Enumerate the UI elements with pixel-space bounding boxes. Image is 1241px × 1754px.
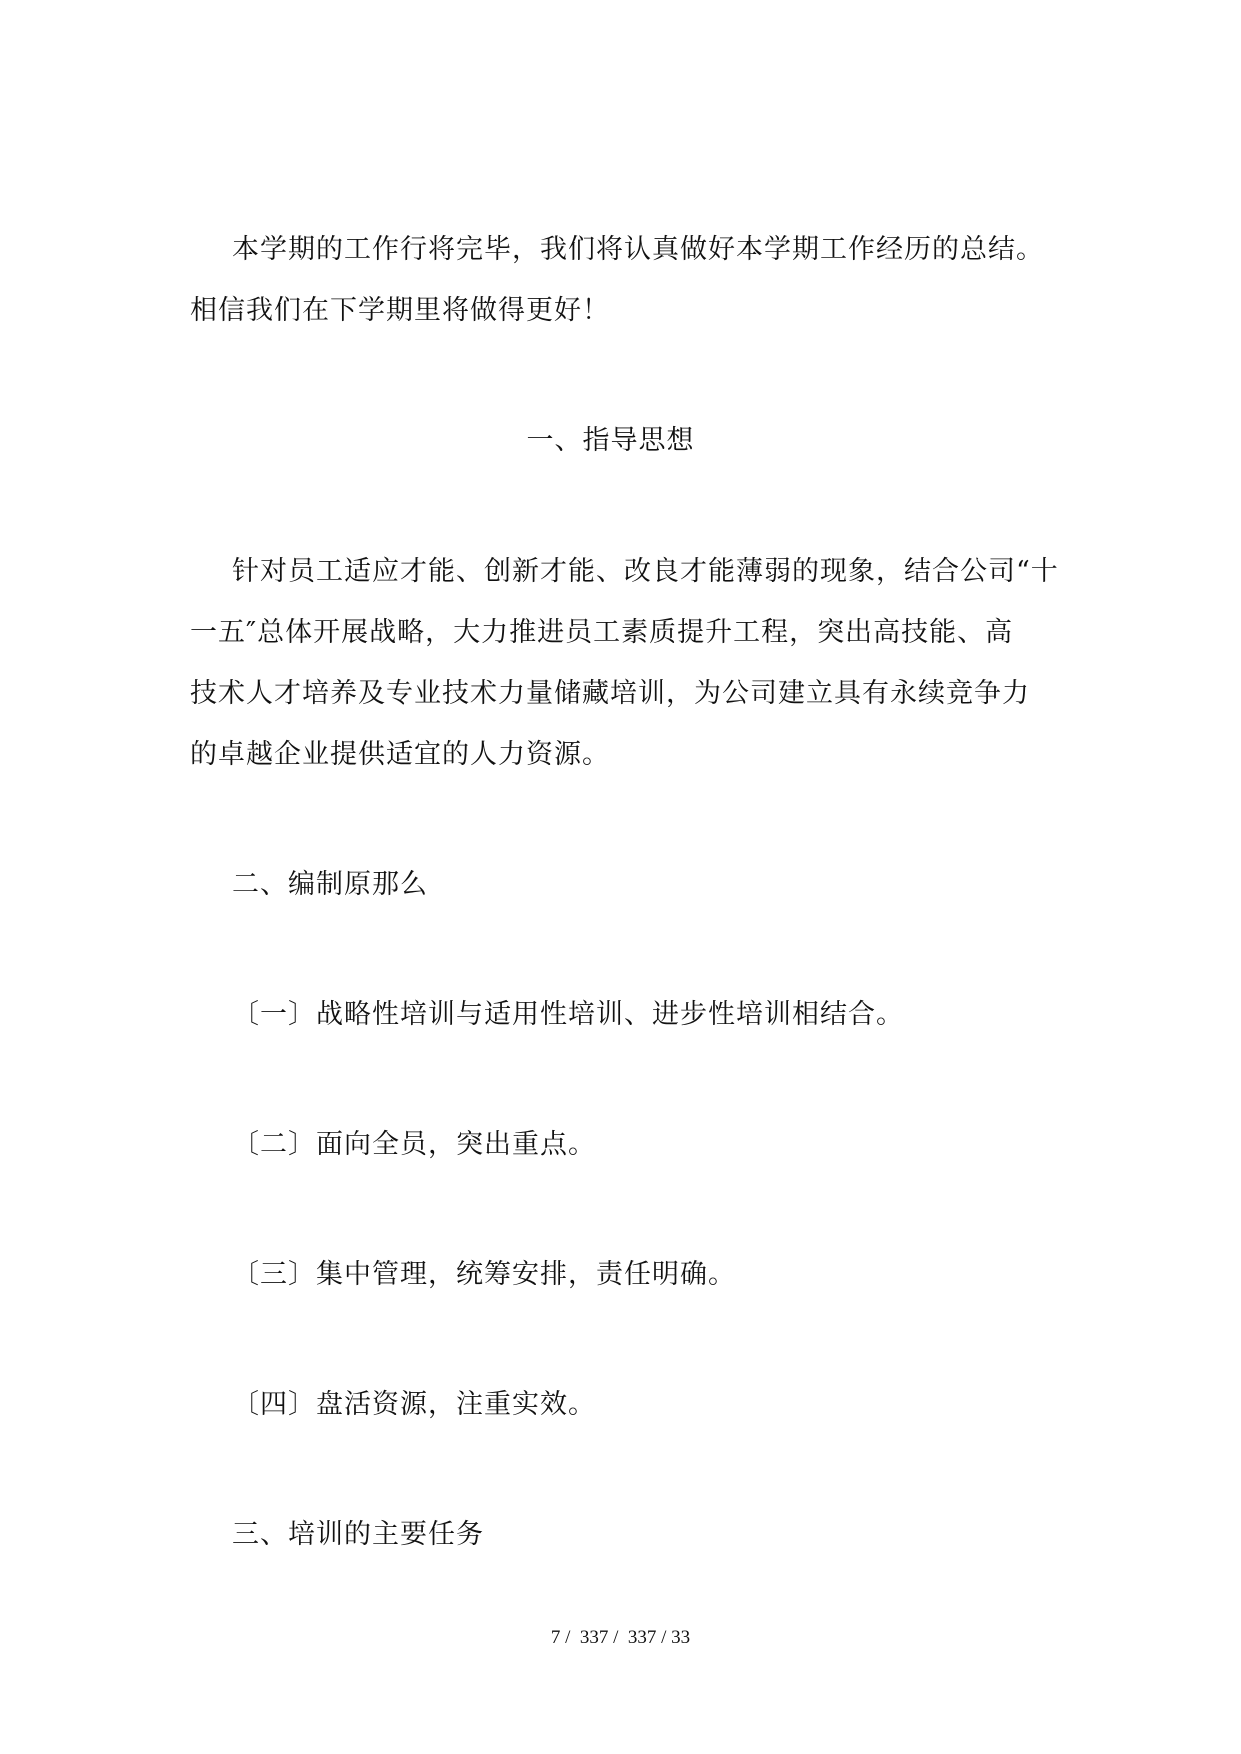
intro-paragraph-line-1: 本学期的工作行将完毕，我们将认真做好本学期工作经历的总结。 — [232, 234, 1044, 265]
section1-paragraph-line-2: 一五″总体开展战略，大力推进员工素质提升工程，突出高技能、高 — [190, 617, 1014, 648]
section1-paragraph-line-4: 的卓越企业提供适宜的人力资源。 — [190, 739, 610, 770]
section-heading-guiding-ideology: 一、指导思想 — [526, 425, 695, 456]
section-heading-main-tasks: 三、培训的主要任务 — [232, 1519, 484, 1550]
section-heading-principles: 二、编制原那么 — [232, 869, 428, 900]
principle-item-2: 〔二〕面向全员，突出重点。 — [232, 1129, 596, 1160]
intro-paragraph-line-2: 相信我们在下学期里将做得更好！ — [190, 295, 610, 326]
section1-paragraph-line-1: 针对员工适应才能、创新才能、改良才能薄弱的现象，结合公司“十 — [232, 556, 1059, 587]
page-number-footer: 7 / 337 / 337 / 33 — [550, 1627, 691, 1648]
principle-item-1: 〔一〕战略性培训与适用性培训、进步性培训相结合。 — [232, 999, 904, 1030]
section1-paragraph-line-3: 技术人才培养及专业技术力量储藏培训，为公司建立具有永续竞争力 — [190, 678, 1030, 709]
principle-item-3: 〔三〕集中管理，统筹安排，责任明确。 — [232, 1259, 736, 1290]
principle-item-4: 〔四〕盘活资源，注重实效。 — [232, 1389, 596, 1420]
